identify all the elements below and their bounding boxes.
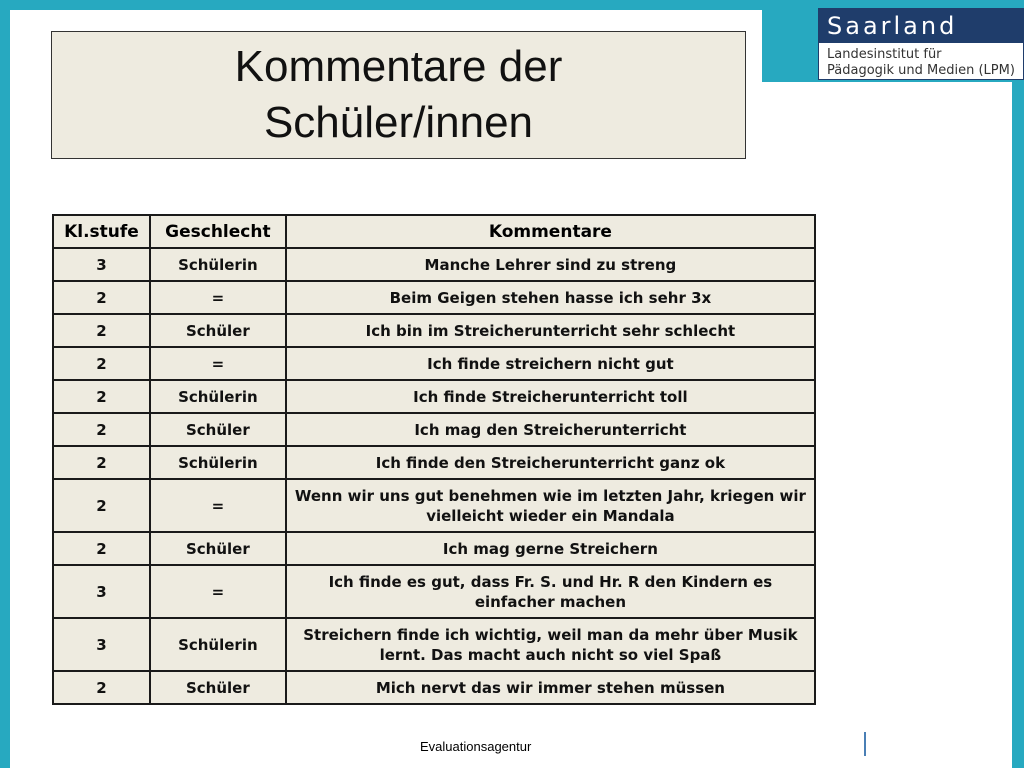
slide-title-line-2: Schüler/innen: [263, 98, 534, 147]
cell-gender: Schülerin: [150, 618, 286, 671]
cell-grade: 3: [53, 565, 150, 618]
cell-gender: Schüler: [150, 671, 286, 704]
comments-table: [52, 214, 816, 705]
cell-grade: 2: [53, 446, 150, 479]
logo-brand-name: Saarland: [819, 9, 1023, 43]
slide-title: [235, 39, 563, 151]
table-row: [53, 314, 815, 347]
cell-grade: 3: [53, 248, 150, 281]
cell-gender: Schüler: [150, 314, 286, 347]
cell-comment: Beim Geigen stehen hasse ich sehr 3x: [286, 281, 815, 314]
cell-gender: Schüler: [150, 413, 286, 446]
table-row: [53, 413, 815, 446]
table-row: [53, 347, 815, 380]
cell-grade: 2: [53, 413, 150, 446]
saarland-logo: [818, 8, 1024, 80]
slide-frame-right: [1012, 82, 1024, 768]
cell-grade: 2: [53, 532, 150, 565]
table-row: [53, 281, 815, 314]
cell-grade: 2: [53, 380, 150, 413]
cell-comment: Ich finde streichern nicht gut: [286, 347, 815, 380]
cell-comment: Ich finde Streicherunterricht toll: [286, 380, 815, 413]
slide-title-line-1: Kommentare der: [234, 42, 563, 91]
cell-gender: Schülerin: [150, 446, 286, 479]
table-row: [53, 618, 815, 671]
footer-divider: [864, 732, 866, 756]
slide-frame-left: [0, 0, 10, 768]
cell-gender: =: [150, 347, 286, 380]
cell-gender: Schülerin: [150, 248, 286, 281]
table-row: [53, 446, 815, 479]
table-header-row: [53, 215, 815, 248]
header-gender: Geschlecht: [150, 215, 286, 248]
header-grade: Kl.stufe: [53, 215, 150, 248]
table-row: [53, 671, 815, 704]
footer-label: Evaluationsagentur: [420, 739, 532, 754]
cell-grade: 2: [53, 314, 150, 347]
cell-grade: 2: [53, 479, 150, 532]
table-row: [53, 248, 815, 281]
cell-comment: Ich mag gerne Streichern: [286, 532, 815, 565]
cell-comment: Ich mag den Streicherunterricht: [286, 413, 815, 446]
cell-gender: Schülerin: [150, 380, 286, 413]
table-row: [53, 565, 815, 618]
table-row: [53, 380, 815, 413]
cell-comment: Ich finde es gut, dass Fr. S. und Hr. R den Kindern es einfacher machen: [286, 565, 815, 618]
cell-grade: 3: [53, 618, 150, 671]
cell-grade: 2: [53, 347, 150, 380]
cell-comment: Ich finde den Streicherunterricht ganz ok: [286, 446, 815, 479]
cell-comment: Mich nervt das wir immer stehen müssen: [286, 671, 815, 704]
cell-gender: =: [150, 565, 286, 618]
cell-comment: Wenn wir uns gut benehmen wie im letzten Jahr, kriegen wir vielleicht wieder ein Mandala: [286, 479, 815, 532]
cell-comment: Manche Lehrer sind zu streng: [286, 248, 815, 281]
cell-comment: Streichern finde ich wichtig, weil man da mehr über Musik lernt. Das macht auch nicht so viel Spaß: [286, 618, 815, 671]
table-row: [53, 479, 815, 532]
logo-institute-line-2: Pädagogik und Medien (LPM): [827, 63, 1015, 78]
cell-gender: Schüler: [150, 532, 286, 565]
cell-grade: 2: [53, 671, 150, 704]
header-comments: Kommentare: [286, 215, 815, 248]
cell-gender: =: [150, 281, 286, 314]
cell-grade: 2: [53, 281, 150, 314]
cell-comment: Ich bin im Streicherunterricht sehr schlecht: [286, 314, 815, 347]
cell-gender: =: [150, 479, 286, 532]
table-row: [53, 532, 815, 565]
slide-title-box: [51, 31, 746, 159]
logo-institute-line-1: Landesinstitut für: [827, 47, 942, 62]
